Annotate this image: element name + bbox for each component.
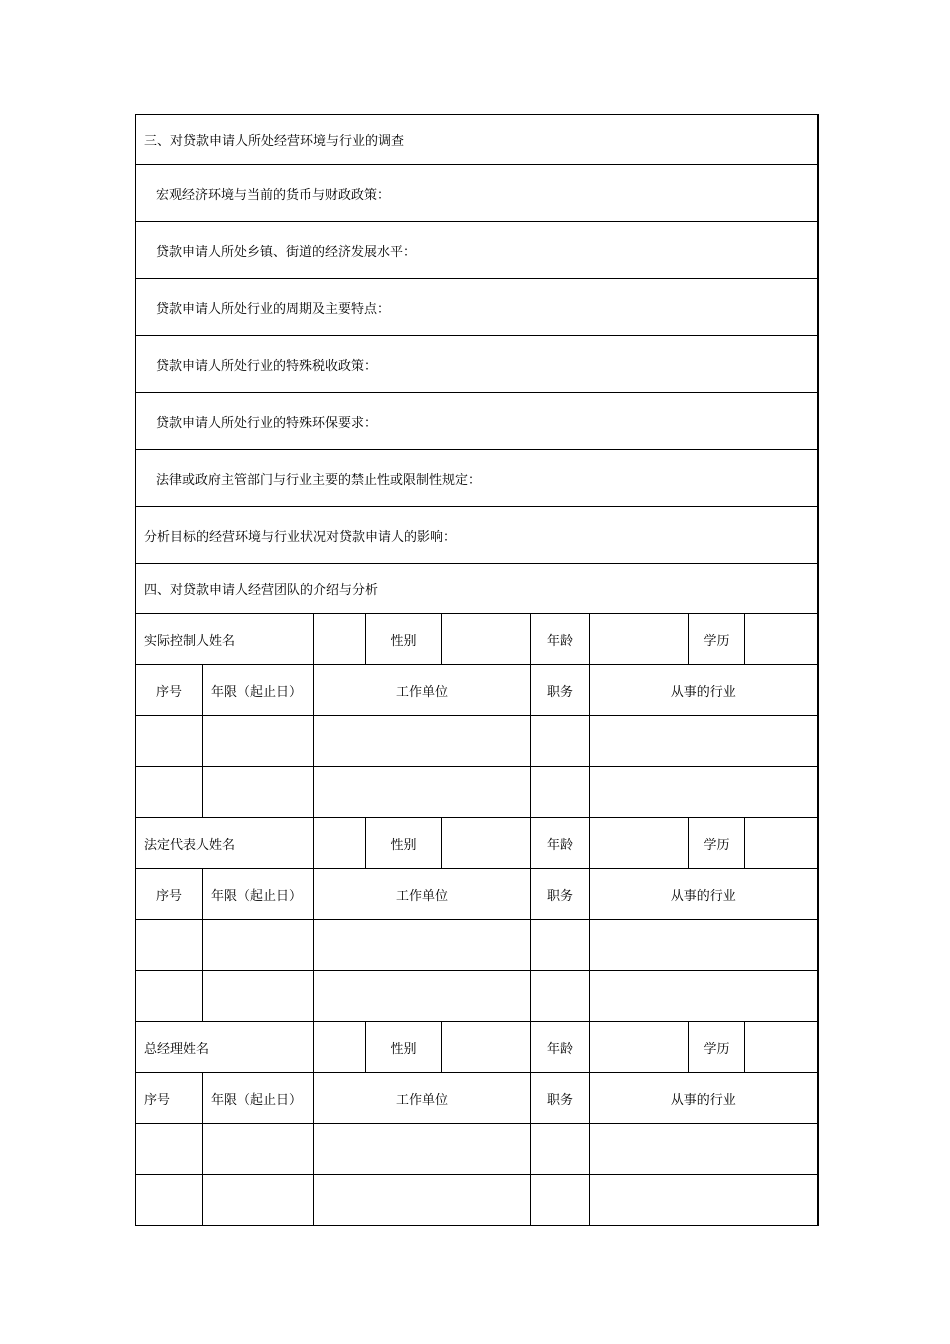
position-cell[interactable] <box>531 1124 590 1175</box>
seq-header: 序号 <box>136 869 203 920</box>
workplace-header: 工作单位 <box>314 665 531 716</box>
form-table <box>135 114 819 1226</box>
history-row <box>136 767 818 818</box>
section3-item-cycle: 贷款申请人所处行业的周期及主要特点： <box>136 279 818 336</box>
person-name-label: 实际控制人姓名 <box>136 614 314 665</box>
person-name-value[interactable] <box>314 614 366 665</box>
gender-label: 性别 <box>366 1022 442 1073</box>
person-name-value[interactable] <box>314 818 366 869</box>
person-row <box>136 1022 818 1073</box>
seq-header: 序号 <box>136 1073 203 1124</box>
workplace-header: 工作单位 <box>314 869 531 920</box>
seq-cell[interactable] <box>136 920 203 971</box>
gender-label: 性别 <box>366 614 442 665</box>
workplace-cell[interactable] <box>314 767 531 818</box>
history-row <box>136 920 818 971</box>
age-value[interactable] <box>590 1022 689 1073</box>
education-label: 学历 <box>689 1022 745 1073</box>
gender-value[interactable] <box>442 1022 531 1073</box>
industry-header: 从事的行业 <box>590 869 818 920</box>
industry-cell[interactable] <box>590 716 818 767</box>
education-value[interactable] <box>745 1022 818 1073</box>
person-name-value[interactable] <box>314 1022 366 1073</box>
industry-cell[interactable] <box>590 1175 818 1226</box>
age-label: 年龄 <box>531 1022 590 1073</box>
history-header-row <box>136 1073 818 1124</box>
age-label: 年龄 <box>531 818 590 869</box>
education-label: 学历 <box>689 818 745 869</box>
history-row <box>136 1175 818 1226</box>
period-cell[interactable] <box>203 1124 314 1175</box>
section3-item-tax: 贷款申请人所处行业的特殊税收政策： <box>136 336 818 393</box>
period-cell[interactable] <box>203 716 314 767</box>
age-label: 年龄 <box>531 614 590 665</box>
seq-header: 序号 <box>136 665 203 716</box>
position-header: 职务 <box>531 869 590 920</box>
loan-investigation-form <box>135 114 817 1226</box>
age-value[interactable] <box>590 614 689 665</box>
history-header-row <box>136 869 818 920</box>
workplace-cell[interactable] <box>314 1124 531 1175</box>
industry-header: 从事的行业 <box>590 665 818 716</box>
workplace-header: 工作单位 <box>314 1073 531 1124</box>
industry-cell[interactable] <box>590 920 818 971</box>
history-row <box>136 716 818 767</box>
section3-item-macro: 宏观经济环境与当前的货币与财政政策： <box>136 165 818 222</box>
seq-cell[interactable] <box>136 1124 203 1175</box>
history-header-row <box>136 665 818 716</box>
seq-cell[interactable] <box>136 767 203 818</box>
history-row <box>136 971 818 1022</box>
period-cell[interactable] <box>203 1175 314 1226</box>
industry-cell[interactable] <box>590 767 818 818</box>
period-cell[interactable] <box>203 767 314 818</box>
workplace-cell[interactable] <box>314 971 531 1022</box>
section3-item-law: 法律或政府主管部门与行业主要的禁止性或限制性规定： <box>136 450 818 507</box>
section3-item-env: 贷款申请人所处行业的特殊环保要求： <box>136 393 818 450</box>
workplace-cell[interactable] <box>314 920 531 971</box>
position-cell[interactable] <box>531 1175 590 1226</box>
position-cell[interactable] <box>531 920 590 971</box>
education-label: 学历 <box>689 614 745 665</box>
section3-item-town: 贷款申请人所处乡镇、街道的经济发展水平： <box>136 222 818 279</box>
position-cell[interactable] <box>531 716 590 767</box>
period-header: 年限（起止日） <box>203 869 314 920</box>
position-cell[interactable] <box>531 767 590 818</box>
person-name-label: 法定代表人姓名 <box>136 818 314 869</box>
industry-header: 从事的行业 <box>590 1073 818 1124</box>
seq-cell[interactable] <box>136 1175 203 1226</box>
education-value[interactable] <box>745 818 818 869</box>
history-row <box>136 1124 818 1175</box>
industry-cell[interactable] <box>590 971 818 1022</box>
position-header: 职务 <box>531 665 590 716</box>
period-cell[interactable] <box>203 971 314 1022</box>
workplace-cell[interactable] <box>314 1175 531 1226</box>
person-row <box>136 614 818 665</box>
period-header: 年限（起止日） <box>203 1073 314 1124</box>
section4-title: 四、对贷款申请人经营团队的介绍与分析 <box>136 564 818 614</box>
age-value[interactable] <box>590 818 689 869</box>
period-cell[interactable] <box>203 920 314 971</box>
gender-value[interactable] <box>442 818 531 869</box>
person-row <box>136 818 818 869</box>
position-cell[interactable] <box>531 971 590 1022</box>
seq-cell[interactable] <box>136 971 203 1022</box>
person-name-label: 总经理姓名 <box>136 1022 314 1073</box>
section3-analysis: 分析目标的经营环境与行业状况对贷款申请人的影响： <box>136 507 818 564</box>
period-header: 年限（起止日） <box>203 665 314 716</box>
gender-label: 性别 <box>366 818 442 869</box>
gender-value[interactable] <box>442 614 531 665</box>
section3-title: 三、对贷款申请人所处经营环境与行业的调查 <box>136 115 818 165</box>
position-header: 职务 <box>531 1073 590 1124</box>
seq-cell[interactable] <box>136 716 203 767</box>
industry-cell[interactable] <box>590 1124 818 1175</box>
workplace-cell[interactable] <box>314 716 531 767</box>
education-value[interactable] <box>745 614 818 665</box>
